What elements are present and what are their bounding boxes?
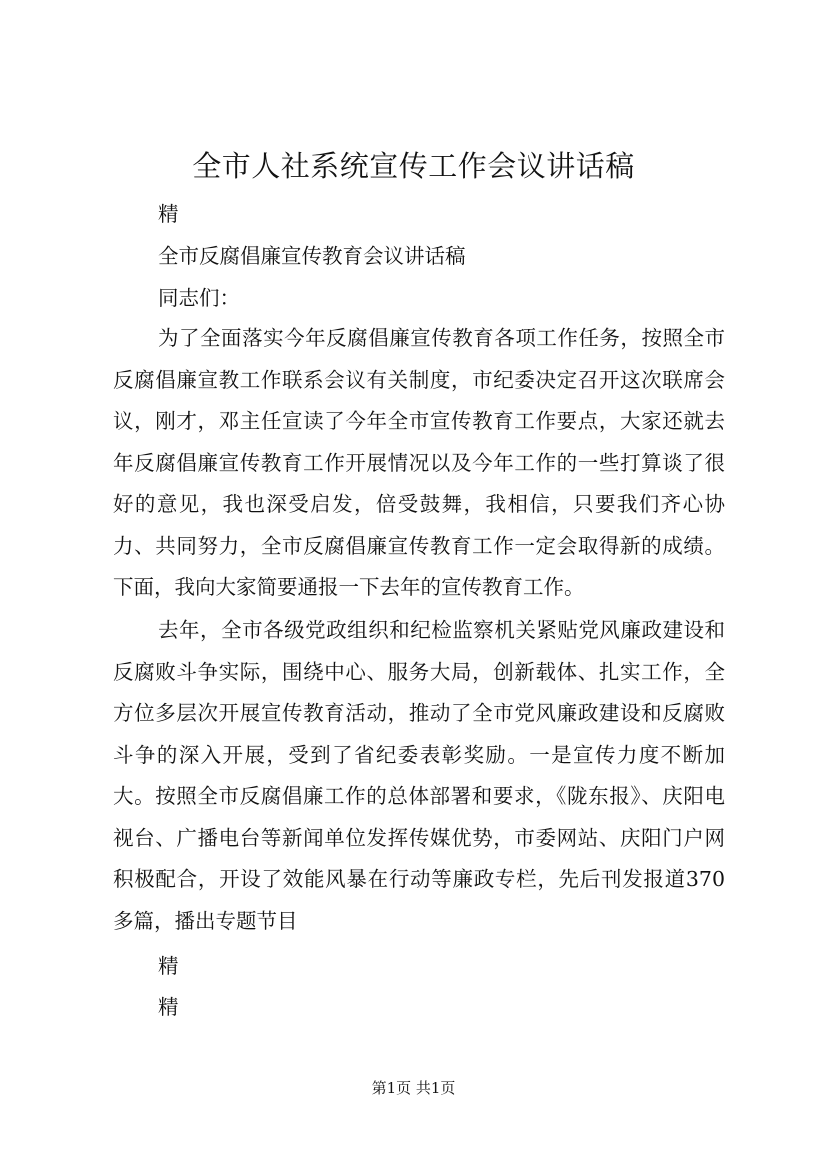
marker-text-bottom-1: 精 bbox=[158, 954, 179, 978]
marker-text-bottom-2: 精 bbox=[158, 995, 179, 1019]
page-number-footer: 第1页 共1页 bbox=[371, 1079, 456, 1097]
marker-text: 精 bbox=[158, 202, 179, 226]
paragraph-2: 去年，全市各级党政组织和纪检监察机关紧贴党风廉政建设和反腐败斗争实际，围绕中心、服务大局，创新载体、扎实工作，全方位多层次开展宣传教育活动，推动了全市党风廉政建设和反腐败斗争的深入开展，受到了省纪委表彰奖励。一是宣传力度不断加大。按照全市反腐倡廉工作的总体部署和要求，《陇东报》、庆阳电视台、广播电台等新闻单位发挥传媒优势，市委网站、庆阳门户网积极配合，开设了效能风暴在行动等廉政专栏，先后刊发报道370多篇，播出专题节目 bbox=[113, 618, 725, 933]
paragraph-1: 为了全面落实今年反腐倡廉宣传教育各项工作任务，按照全市反腐倡廉宣教工作联系会议有关制度，市纪委决定召开这次联席会议，刚才，邓主任宣读了今年全市宣传教育工作要点，大家还就去年反腐倡廉宣传教育工作开展情况以及今年工作的一些打算谈了很好的意见，我也深受启发，倍受鼓舞，我相信，只要我们齐心协力、共同努力，全市反腐倡廉宣传教育工作一定会取得新的成绩。下面，我向大家简要通报一下去年的宣传教育工作。 bbox=[113, 326, 725, 599]
document-title: 全市人社系统宣传工作会议讲话稿 bbox=[192, 149, 635, 183]
salutation: 同志们： bbox=[158, 286, 240, 310]
document-subtitle: 全市反腐倡廉宣传教育会议讲话稿 bbox=[158, 244, 466, 268]
